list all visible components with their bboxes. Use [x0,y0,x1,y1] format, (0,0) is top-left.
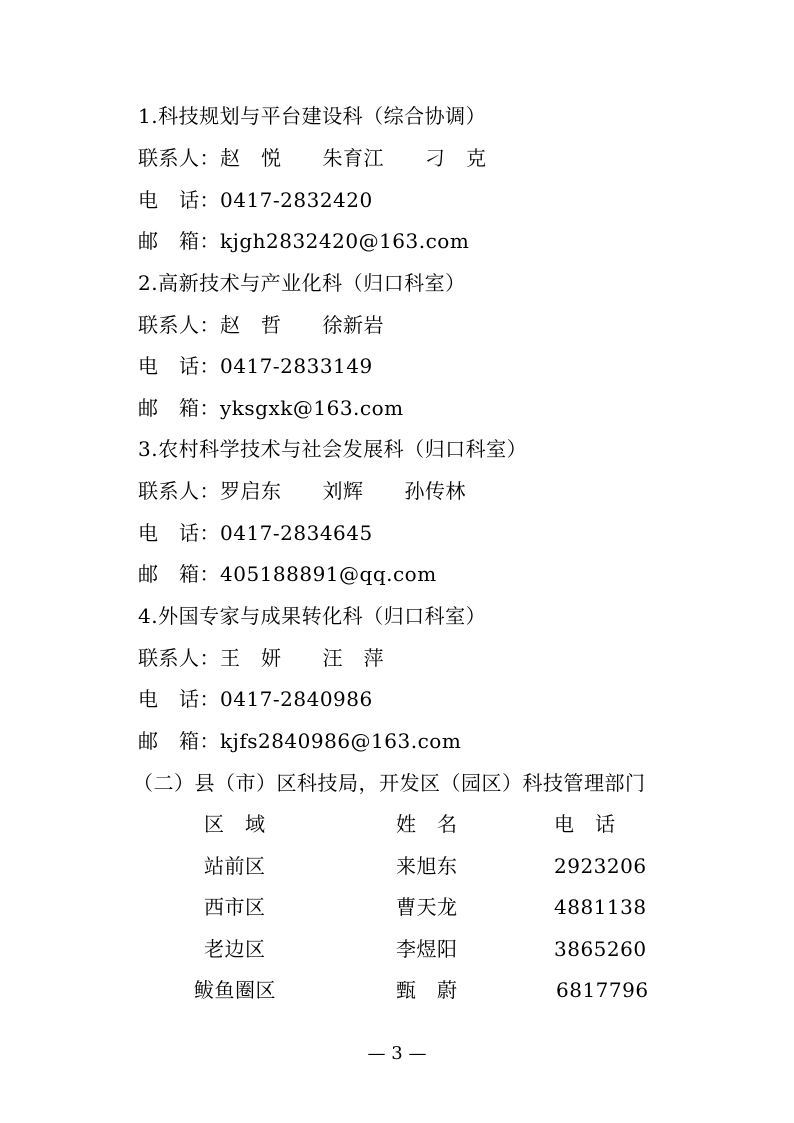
row-district: 鲅鱼圈区 [194,978,276,1002]
dept-3-email: 邮 箱：405188891@qq.com [138,562,437,586]
dept-3-contacts: 联系人：罗启东 刘辉 孙传林 [138,479,466,503]
row-name: 曹天龙 [396,895,458,919]
row-district: 老边区 [204,937,266,961]
dept-1-email: 邮 箱：kjgh2832420@163.com [138,229,470,253]
row-phone: 3865260 [554,937,647,961]
header-name: 姓 名 [396,812,458,836]
dept-4-email: 邮 箱：kjfs2840986@163.com [138,729,462,753]
dept-3-phone: 电 话：0417-2834645 [138,521,373,545]
dept-2-email: 邮 箱：yksgxk@163.com [138,396,404,420]
row-name: 李煜阳 [396,937,458,961]
header-phone: 电 话 [554,812,616,836]
dept-3-title: 3.农村科学技术与社会发展科（归口科室） [138,437,528,461]
dept-1-title: 1.科技规划与平台建设科（综合协调） [138,104,487,128]
dept-4-title: 4.外国专家与成果转化科（归口科室） [138,604,487,628]
dept-4-phone: 电 话：0417-2840986 [138,687,373,711]
dept-2-title: 2.高新技术与产业化科（归口科室） [138,271,466,295]
dept-2-phone: 电 话：0417-2833149 [138,354,373,378]
dept-1-contacts: 联系人：赵 悦 朱育江 刁 克 [138,146,487,170]
row-name: 来旭东 [396,854,458,878]
dept-1-phone: 电 话：0417-2832420 [138,188,373,212]
row-district: 站前区 [204,854,266,878]
row-phone: 4881138 [554,895,647,919]
dept-4-contacts: 联系人：王 妍 汪 萍 [138,646,384,670]
row-district: 西市区 [204,895,266,919]
section-2-heading: （二）县（市）区科技局，开发区（园区）科技管理部门 [133,771,646,795]
row-phone: 6817796 [556,978,649,1002]
row-name: 甄 蔚 [396,978,458,1002]
page-number: — 3 — [367,1043,427,1064]
row-phone: 2923206 [554,854,647,878]
dept-2-contacts: 联系人：赵 哲 徐新岩 [138,313,384,337]
header-district: 区 域 [204,812,266,836]
